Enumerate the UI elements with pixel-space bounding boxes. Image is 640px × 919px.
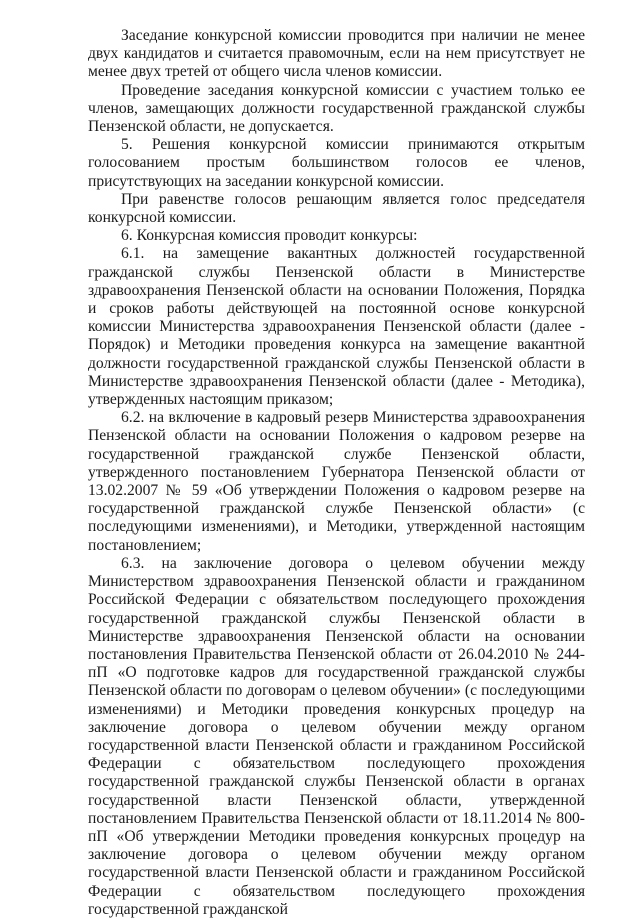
paragraph-item-6-3: 6.3. на заключение договора о целевом обучении между Министерством здравоохранения Пензенской области и гражданином Российской Федерации с обязательством последующего прохождения государственной гражданской службы Пензенской области в Министерстве здравоохранения Пензенской области на основании постановления Правительства Пензенской области от 26.04.2010 № 244-пП «О подготовке кадров для государственной гражданской службы Пензенской области по договорам о целевом обучении» (с последующими изменениями) и Методики проведения конкурсных процедур на заключение договора о целевом обучении между органом государственной власти Пензенской области и гражданином Российской Федерации с обязательством последующего прохождения государственной гражданской службы Пензенской области в органах государственной власти Пензенской области, утвержденной постановлением Правительства Пензенской области от 18.11.2014 № 800-пП «Об утверждении Методики проведения конкурсных процедур на заключение договора о целевом обучении между органом государственной власти Пензенской области и гражданином Российской Федерации с обязательством последующего прохождения государственной гражданской [88, 554, 585, 918]
paragraph-item-6-1: 6.1. на замещение вакантных должностей государственной гражданской службы Пензенской области в Министерстве здравоохранения Пензенской области на основании Положения, Порядка и сроков работы действующей на постоянной основе конкурсной комиссии Министерства здравоохранения Пензенской области (далее - Порядок) и Методики проведения конкурса на замещение вакантной должности государственной гражданской службы Пензенской области в Министерстве здравоохранения Пензенской области (далее - Методика), утвержденных настоящим приказом; [88, 245, 585, 409]
document-body [88, 27, 585, 919]
paragraph-item-5: 5. Решения конкурсной комиссии принимаются открытым голосованием простым большинством голосов ее членов, присутствующих на заседании конкурсной комиссии. [88, 136, 585, 190]
paragraph-members-only: Проведение заседания конкурсной комиссии с участием только ее членов, замещающих должности государственной гражданской службы Пензенской области, не допускается. [88, 81, 585, 136]
paragraph-quorum: Заседание конкурсной комиссии проводится при наличии не менее двух кандидатов и считается правомочным, если на нем присутствует не менее двух третей от общего числа членов комиссии. [88, 27, 585, 81]
paragraph-tie-vote: При равенстве голосов решающим является голос председателя конкурсной комиссии. [88, 190, 585, 227]
paragraph-item-6-2: 6.2. на включение в кадровый резерв Министерства здравоохранения Пензенской области на основании Положения о кадровом резерве на государственной гражданской службе Пензенской области, утвержденного постановлением Губернатора Пензенской области от 13.02.2007 № 59 «Об утверждении Положения о кадровом резерве на государственной гражданской службе Пензенской области» (с последующими изменениями), и Методики, утвержденной настоящим постановлением; [88, 409, 585, 554]
paragraph-item-6: 6. Конкурсная комиссия проводит конкурсы: [121, 227, 418, 245]
